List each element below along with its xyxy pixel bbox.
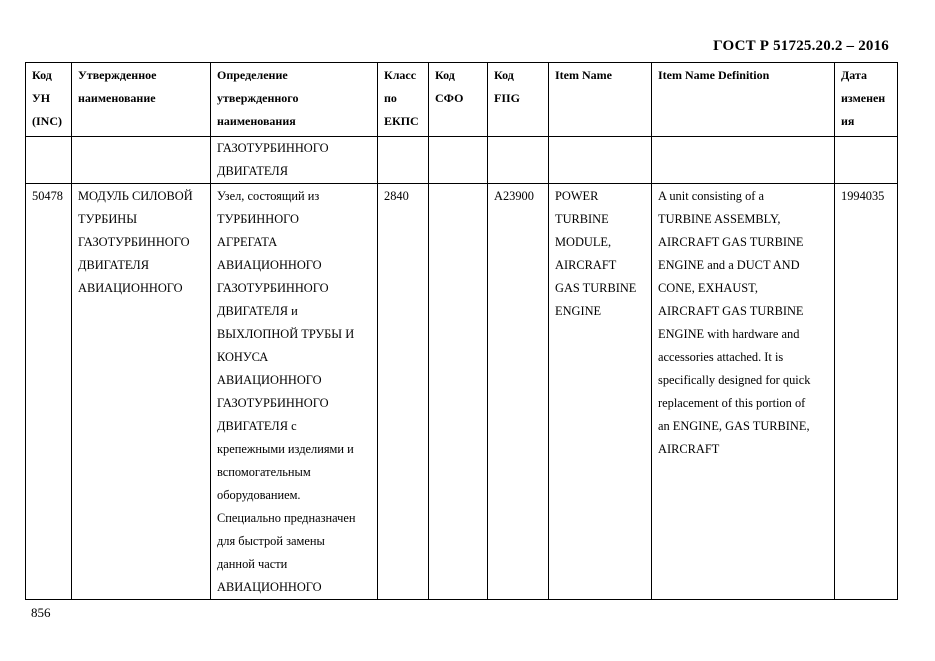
cell-definition: ГАЗОТУРБИННОГО ДВИГАТЕЛЯ	[211, 137, 378, 184]
cell-sfo-code	[429, 184, 488, 600]
cell-definition: Узел, состоящий из ТУРБИННОГО АГРЕГАТА АВИАЦИОННОГО ГАЗОТУРБИННОГО ДВИГАТЕЛЯ и ВЫХЛОПНОЙ ТРУБЫ И КОНУСА АВИАЦИОННОГО ГАЗОТУРБИННОГО ДВИГАТЕЛЯ с крепежными изделиями и вспомогательным оборудованием. Специально предназначен для быстрой замены данной части АВИАЦИОННОГО	[211, 184, 378, 600]
table-row	[26, 137, 898, 184]
header-definition: Определение утвержденного наименования	[211, 63, 378, 137]
cell-class	[378, 137, 429, 184]
header-fiig-code: Код FIIG	[488, 63, 549, 137]
header-approved-name: Утвержденное наименование	[72, 63, 211, 137]
cell-item-name: POWER TURBINE MODULE, AIRCRAFT GAS TURBINE ENGINE	[549, 184, 652, 600]
header-inc: Код УН (INC)	[26, 63, 72, 137]
cell-approved-name: МОДУЛЬ СИЛОВОЙ ТУРБИНЫ ГАЗОТУРБИННОГО ДВИГАТЕЛЯ АВИАЦИОННОГО	[72, 184, 211, 600]
header-item-name: Item Name	[549, 63, 652, 137]
cell-item-name-definition	[652, 137, 835, 184]
header-change-date: Дата изменен ия	[835, 63, 898, 137]
table-row	[26, 184, 898, 600]
page-number: 856	[31, 605, 51, 620]
cell-change-date: 1994035	[835, 184, 898, 600]
cell-fiig-code	[488, 137, 549, 184]
cell-approved-name	[72, 137, 211, 184]
header-class: Класс по ЕКПС	[378, 63, 429, 137]
cell-inc: 50478	[26, 184, 72, 600]
document-standard-header: ГОСТ Р 51725.20.2 – 2016	[713, 38, 889, 54]
cell-fiig-code: A23900	[488, 184, 549, 600]
cell-item-name	[549, 137, 652, 184]
cell-item-name-definition: A unit consisting of a TURBINE ASSEMBLY, AIRCRAFT GAS TURBINE ENGINE and a DUCT AND CONE, EXHAUST, AIRCRAFT GAS TURBINE ENGINE with hardware and accessories attached. It is specifically designed for quick replacement of this portion of an ENGINE, GAS TURBINE, AIRCRAFT	[652, 184, 835, 600]
cell-inc	[26, 137, 72, 184]
header-sfo-code: Код СФО	[429, 63, 488, 137]
cell-sfo-code	[429, 137, 488, 184]
cell-class: 2840	[378, 184, 429, 600]
header-item-name-definition: Item Name Definition	[652, 63, 835, 137]
catalog-table	[25, 62, 898, 600]
cell-change-date	[835, 137, 898, 184]
table-header-row	[26, 63, 898, 137]
